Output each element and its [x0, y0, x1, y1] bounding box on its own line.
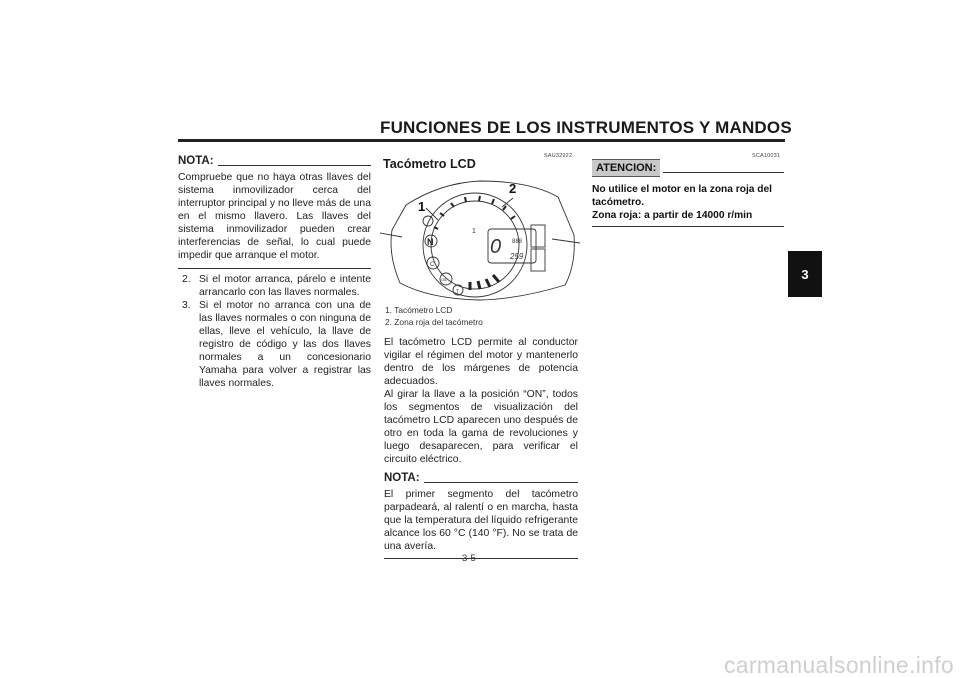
scale-tick: [503, 206, 506, 210]
step-item: [178, 273, 371, 299]
section-code: SCA10031: [752, 153, 781, 159]
redzone-segment: [478, 281, 480, 289]
warning-lamp: [423, 216, 433, 226]
nota-label: NOTA:: [178, 155, 214, 167]
gear-digit: 1: [472, 228, 476, 235]
atencion-end-rule: [592, 226, 784, 227]
nota-heading: [384, 472, 578, 485]
atencion-box: [592, 159, 784, 227]
redzone-segment: [493, 275, 499, 282]
lcd-big-digit: 0: [490, 236, 502, 258]
nota-rule: [424, 482, 578, 483]
warning-line: Zona roja: a partir de 14000 r/min: [592, 210, 753, 221]
side-pod-top: [531, 225, 545, 247]
atencion-heading: [592, 159, 784, 177]
nota-label: NOTA:: [384, 472, 420, 484]
page-title: FUNCIONES DE LOS INSTRUMENTOS Y MANDOS: [380, 118, 792, 137]
middle-body: [384, 336, 578, 559]
scale-tick: [511, 216, 515, 219]
scale-tick: [465, 197, 466, 202]
mount-line: [552, 239, 580, 243]
odometer-digits: 259: [510, 252, 524, 261]
atencion-label: ATENCION:: [592, 159, 660, 177]
lcd-small-digits: 888: [512, 239, 523, 245]
step-number: 2.: [182, 274, 191, 285]
caption-item: 2. Zona roja del tacómetro: [385, 317, 483, 327]
nota-text: El primer segmento del tacómetro parpadeará, al ralentí o en marcha, hasta que la temperatura del líquido refrigerante alcance los 60 °C (140 °F). No se trata de una avería.: [384, 489, 578, 552]
atencion-rule: [663, 172, 784, 173]
gear-indicator: N: [427, 237, 434, 247]
scale-tick: [492, 199, 494, 204]
step-text: Si el motor no arranca con una de las llaves normales o con ninguna de ellas, lleve el vehículo, la llave de registro de código y las dos llaves normales a un concesionario Yamaha para volver a registrar las llaves normales.: [199, 300, 371, 389]
nota-end-rule: [384, 558, 578, 559]
t-badge: T: [456, 289, 460, 295]
callout-1: 1: [418, 199, 426, 214]
section-title: Tacómetro LCD: [383, 157, 476, 171]
redzone-segment: [486, 279, 490, 287]
body-paragraph: El tacómetro LCD permite al conductor vigilar el régimen del motor y mantenerlo dentro de los márgenes de potencia adecuados.: [384, 337, 578, 387]
nota-end-rule: [178, 268, 371, 269]
figure-captions: [385, 304, 575, 328]
warning-line: No utilice el motor en la zona roja del tacómetro.: [592, 184, 773, 208]
warning-text: [592, 183, 784, 222]
section-code: SAU32922: [544, 153, 573, 159]
title-rule: [178, 139, 785, 142]
scale-tick: [479, 196, 480, 201]
step-item: [178, 299, 371, 390]
chapter-tab[interactable]: 3: [788, 251, 822, 297]
oil-badge: OIL: [441, 277, 448, 282]
nota-text: Compruebe que no haya otras llaves del sistema inmovilizador cerca del interruptor principal y no lleve más de una en el mismo llavero. Las llaves del sistema inmovilizador pueden crear interferencias de señal, lo cual puede impedir que arranque el motor.: [178, 172, 371, 261]
step-number: 3.: [182, 300, 191, 311]
tacho-ring-inner: [431, 201, 519, 289]
nota-rule: [218, 165, 371, 166]
instrument-cluster-figure: [380, 175, 580, 303]
body-paragraph: Al girar la llave a la posición “ON”, todos los segmentos de visualización del tacómetro LCD aparecen uno después de otro en toda la gama de revoluciones y luego desaparecen, para verificar el circuito eléctrico.: [384, 389, 578, 465]
nota-heading: [178, 155, 371, 168]
leader-line-2: [502, 198, 513, 207]
scale-tick: [440, 213, 444, 216]
c-badge: C: [430, 262, 435, 268]
side-pod-bottom: [531, 249, 545, 271]
left-column: [178, 155, 371, 390]
caption-item: 1. Tacómetro LCD: [385, 305, 453, 315]
scale-tick: [451, 203, 454, 207]
watermark: carmanualsonline.info: [723, 652, 954, 678]
callout-2: 2: [509, 181, 517, 196]
tacho-ring-outer: [423, 193, 527, 297]
page-number: 3-5: [462, 553, 476, 564]
step-text: Si el motor arranca, párelo e intente arrancarlo con las llaves normales.: [199, 274, 371, 298]
